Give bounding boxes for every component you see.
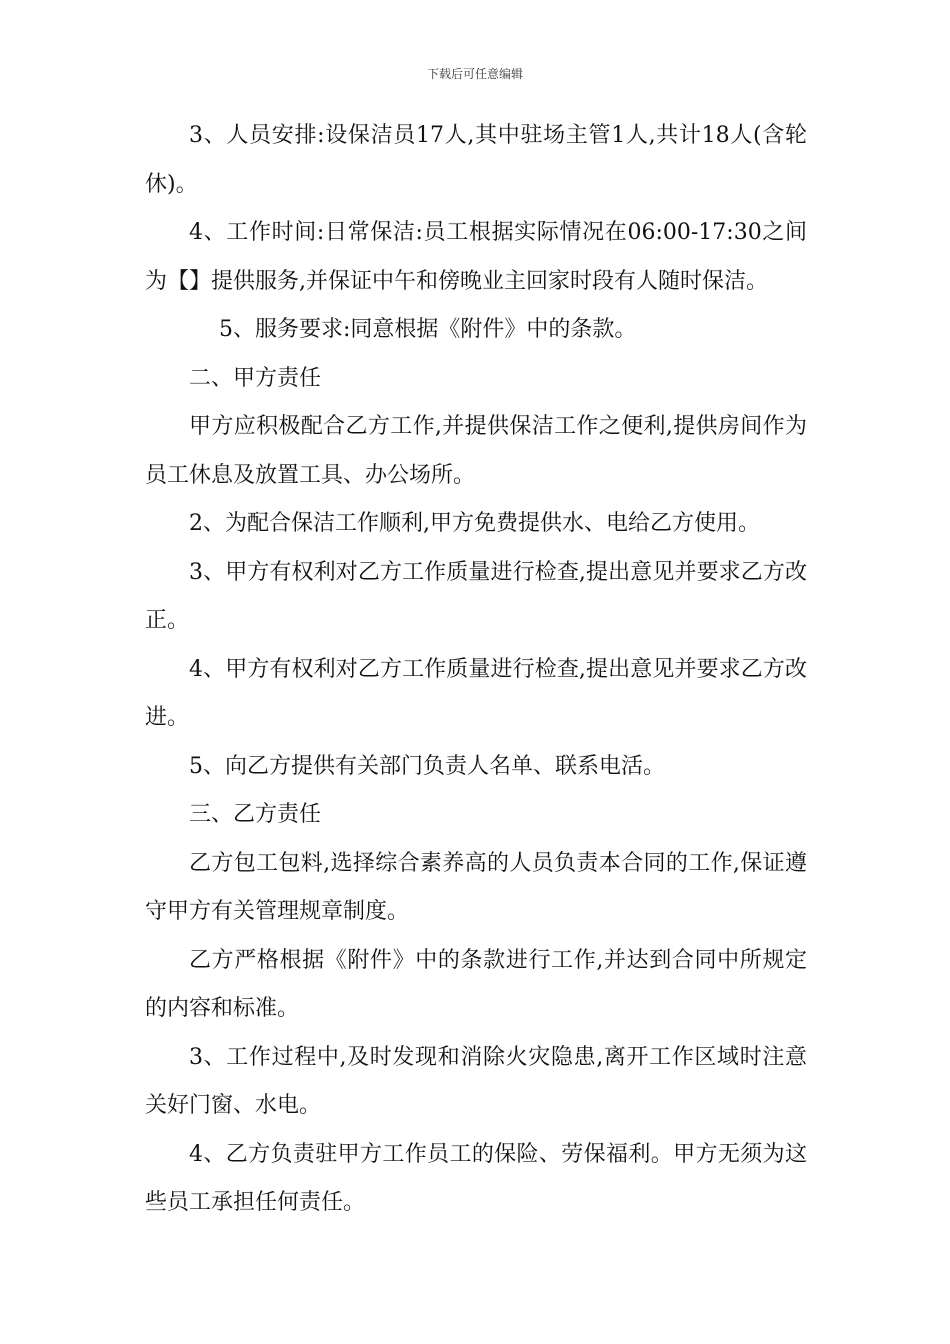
paragraph-staffing: 3、人员安排:设保洁员17人,其中驻场主管1人,共计18人(含轮休)。 <box>145 123 807 197</box>
paragraph-party-b-staff: 乙方包工包料,选择综合素养高的人员负责本合同的工作,保证遵守甲方有关管理规章制度。 <box>145 850 807 924</box>
paragraph-party-b-insurance: 4、乙方负责驻甲方工作员工的保险、劳保福利。甲方无须为这些员工承担任何责任。 <box>145 1141 807 1215</box>
paragraph-party-a-inspection-improve: 4、甲方有权利对乙方工作质量进行检查,提出意见并要求乙方改进。 <box>145 656 807 730</box>
paragraph-party-a-utilities: 2、为配合保洁工作顺利,甲方免费提供水、电给乙方使用。 <box>189 511 760 536</box>
page-header-note: 下载后可任意编辑 <box>426 67 523 81</box>
paragraph-party-a-contacts: 5、向乙方提供有关部门负责人名单、联系电活。 <box>189 753 665 779</box>
paragraph-working-hours: 4、工作时间:日常保洁:员工根据实际情况在06:00-17:30之间为【】提供服务,并保证中午和傍晚业主回家时段有人随时保洁。 <box>145 220 807 294</box>
document-body <box>145 112 807 1228</box>
paragraph-party-a-cooperation: 甲方应积极配合乙方工作,并提供保洁工作之便利,提供房间作为员工休息及放置工具、办公场所。 <box>145 414 807 488</box>
paragraph-party-b-standards: 乙方严格根据《附件》中的条款进行工作,并达到合同中所规定的内容和标准。 <box>145 947 807 1021</box>
paragraph-party-b-safety: 3、工作过程中,及时发现和消除火灾隐患,离开工作区域时注意关好门窗、水电。 <box>145 1044 807 1118</box>
paragraph-party-a-inspection-correct: 3、甲方有权利对乙方工作质量进行检查,提出意见并要求乙方改正。 <box>145 559 807 633</box>
section-heading-party-b: 三、乙方责任 <box>189 802 322 827</box>
paragraph-service-requirements: 5、服务要求:同意根据《附件》中的条款。 <box>219 317 637 342</box>
section-heading-party-a: 二、甲方责任 <box>189 365 322 391</box>
